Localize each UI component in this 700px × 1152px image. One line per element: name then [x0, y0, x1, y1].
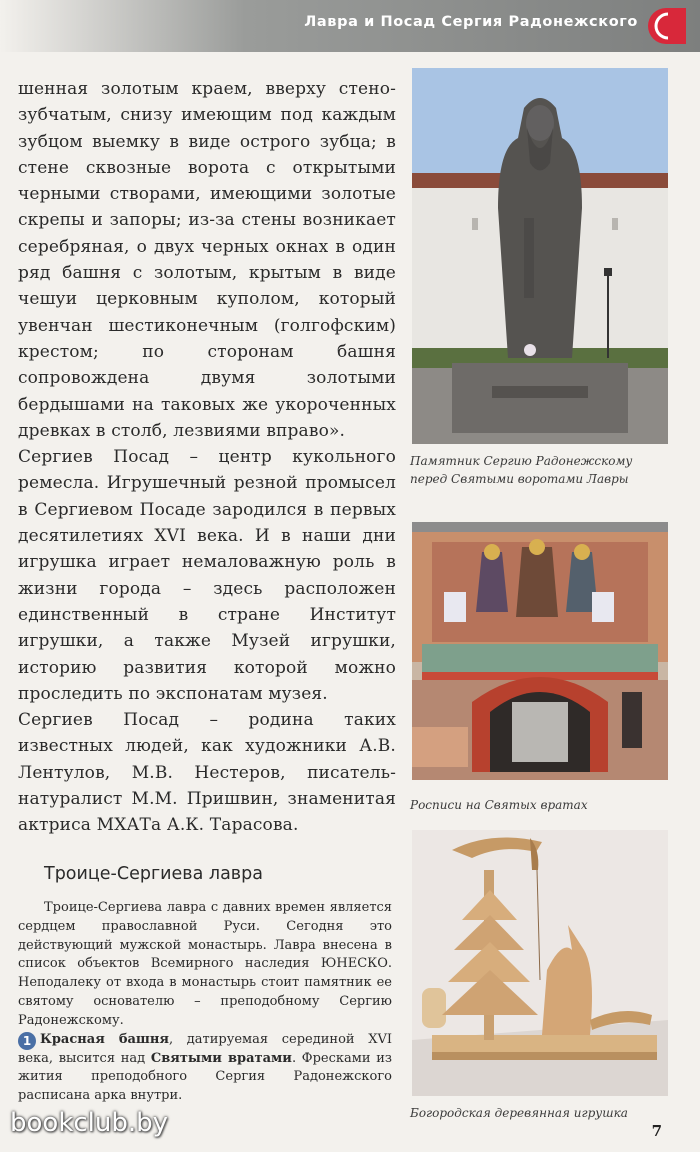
monument-caption: Памятник Сергию Радонежскому перед Святыми воротами Лавры: [410, 454, 633, 486]
body-paragraph: Сергиев Посад – центр кукольного ремесла. Игрушечный резной промысел в Сергиевом Посаде зародился в первых десятилетиях XVI века. И в наши дни игрушка играет немаловажную роль в жизни города – здесь расположен единственный в стране Институт игрушки, а также Музей игрушки, историю развития которой можно проследить по экспонатам музея.: [18, 447, 396, 704]
sight-text: . Фресками из жития преподобного Сергия Радонежского расписана арка внутри.: [18, 1050, 393, 1104]
toy-caption: Богородская деревянная игрушка: [410, 1106, 628, 1120]
monument-photo: [412, 68, 668, 444]
page-header: [0, 0, 700, 52]
chapter-tab-icon: [646, 6, 686, 46]
gate-caption: Росписи на Святых вратах: [410, 798, 588, 812]
sight-text: , датируемая серединой XVI века, высится над: [18, 1031, 392, 1066]
section-title: Троице-Сергиева лавра: [44, 864, 263, 884]
watermark: bookclub.by: [10, 1108, 169, 1138]
sight-name: Красная башня: [40, 1031, 170, 1047]
sight-name: Святыми вратами: [150, 1050, 292, 1066]
body-paragraph: Сергиев Посад – родина таких известных людей, как художники А.В. Лентулов, М.В. Нестеров, писатель-натуралист М.М. Пришвин, знаменитая актриса МХАТа А.К. Тарасова.: [18, 710, 396, 836]
page-number: 7: [651, 1122, 662, 1140]
section-body: [18, 899, 392, 1106]
section-intro: Троице-Сергиева лавра с давних времен является сердцем православной Руси. Сегодня это действующий мужской монастырь. Лавра внесена в список объектов Всемирного наследия ЮНЕСКО. Неподалеку от входа в монастырь стоит памятник ее святому основателю – преподобному Сергию Радонежскому.: [18, 900, 392, 1028]
main-text-column: [18, 76, 396, 839]
header-title: Лавра и Посад Сергия Радонежского: [304, 14, 638, 30]
gate-frescoes-photo: [412, 522, 668, 780]
wooden-toy-photo: [412, 830, 668, 1096]
sight-note: [18, 1031, 392, 1106]
body-paragraph: шенная золотым краем, вверху стено-зубчатым, снизу имеющим под каждым зубцом выемку в виде острого зубца; в стене сквозные ворота с открытыми черными створами, имеющими золотые скрепы и запоры; из-за стены возникает серебряная, о двух черных окнах в один ряд башня с золотым, крытым в виде чешуи церковным куполом, который увенчан шестиконечным (голгофским) крестом; по сторонам башня сопровождена двумя золотыми бердышами на таковых же укороченных древках в столб, лезвиями вправо».: [18, 79, 396, 441]
sight-number-badge: 1: [18, 1032, 36, 1050]
